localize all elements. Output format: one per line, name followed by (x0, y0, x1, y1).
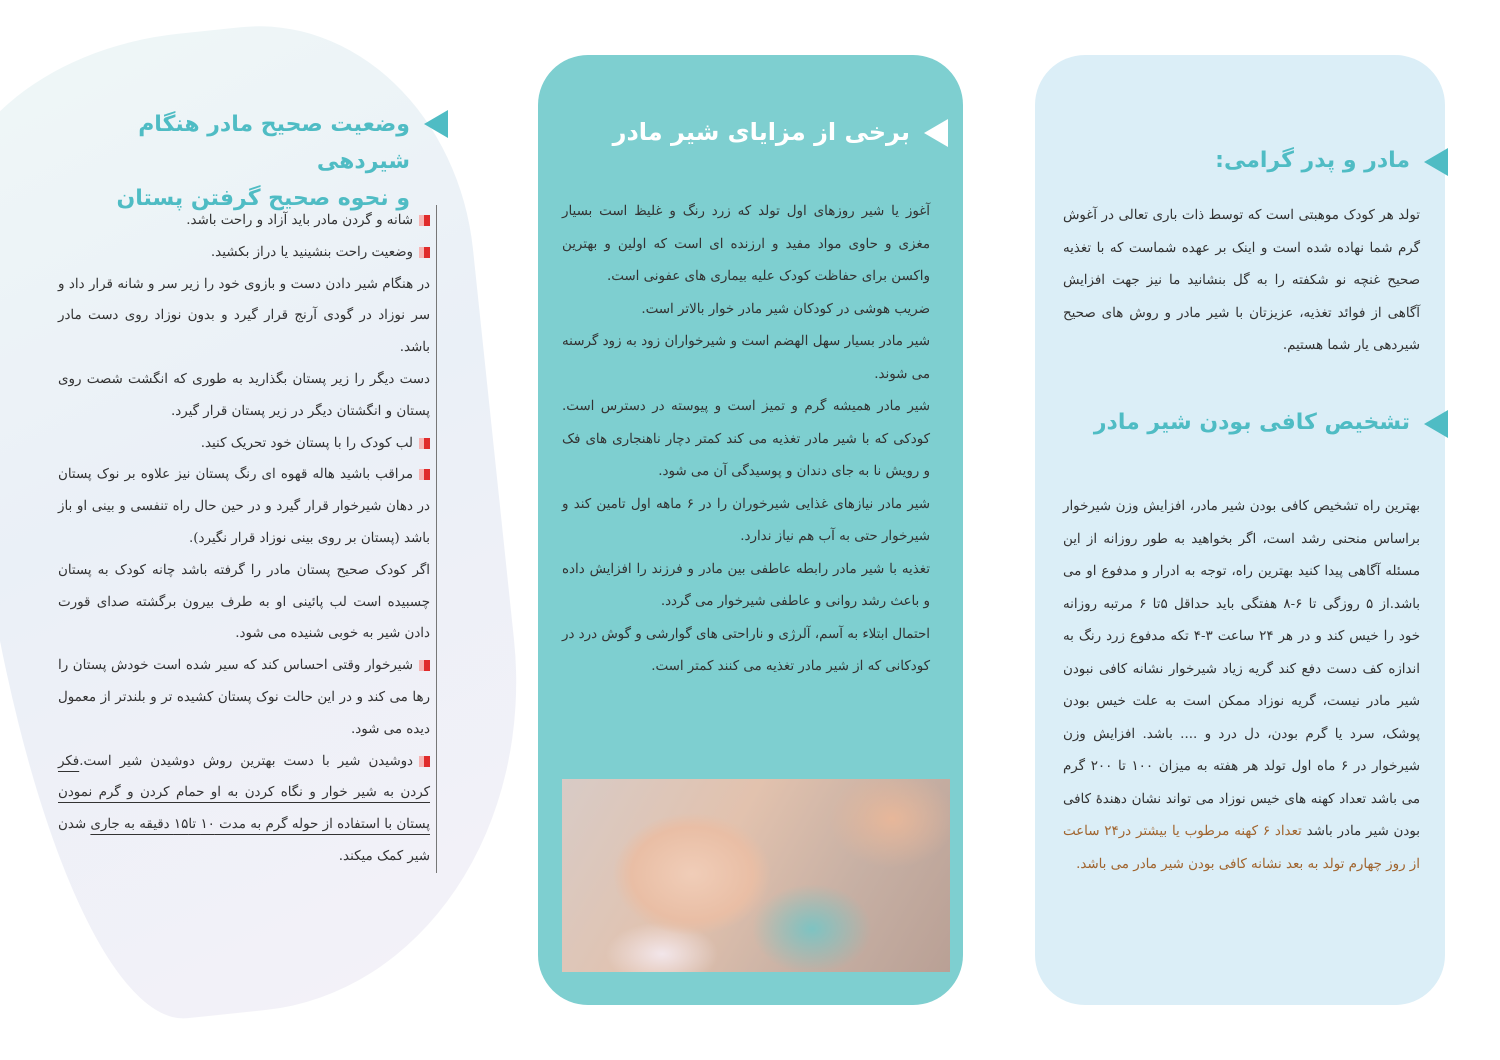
heading-line-2: و نحوه صحیح گرفتن پستان (116, 186, 410, 211)
underlined-text: فکر کردن به شیر خوار و نگاه کردن به او حمام کردن و گرم نمودن پستان با استفاده از حوله گرم به مدت ۱۰ تا۱۵ دقیقه به جاری (58, 753, 430, 833)
list-item (58, 364, 430, 428)
breastfeeding-photo (562, 779, 950, 972)
list-item-text: دست دیگر را زیر پستان بگذارید به طوری که انگشت شصت روی پستان و انگشتان دیگر در زیر پستان قرار گیرد. (58, 371, 430, 419)
triangle-marker-icon (924, 119, 948, 147)
sufficiency-highlight-text: تعداد ۶ کهنه مرطوب یا بیشتر در۲۴ ساعت از روز چهارم تولد به بعد نشانه کافی بودن شیر مادر می باشد. (1063, 824, 1420, 872)
bullet-icon (419, 215, 430, 226)
intro-text: تولد هر کودک موهبتی است که توسط ذات باری تعالی در آغوش گرم شما نهاده شده است و اینک بر عهده شماست که با تغذیه صحیح غنچه نو شکفته را به گل بنشانید ما نیز جهت افزایش آگاهی از فوائد تغذیه، عزیزتان با شیر مادر و روش های صحیح شیردهی یار شما هستیم. (1063, 208, 1420, 353)
benefit-item: شیر مادر بسیار سهل الهضم است و شیرخواران زود به زود گرسنه می شوند. (562, 334, 930, 382)
bullet-icon (419, 247, 430, 258)
heading-dear-parents (1110, 144, 1410, 178)
benefit-item: احتمال ابتلاء به آسم، آلرژی و ناراحتی های گوارشی و گوش درد در کودکانی که از شیر مادر تغذیه می کنند کمتر است. (561, 626, 930, 674)
list-item (58, 428, 430, 460)
list-item (58, 650, 430, 745)
list-item (58, 555, 430, 650)
list-item (58, 746, 430, 873)
list-item-text: مراقب باشید هاله قهوه ای رنگ پستان نیز علاوه بر نوک پستان در دهان شیرخوار قرار گیرد و در حین حال راه تنفسی و بینی او باز باشد (پستان بر روی بینی نوزاد قرار نگیرد). (58, 467, 430, 546)
list-item (58, 269, 430, 364)
intro-paragraph (1063, 200, 1420, 363)
list-item-text: اگر کودک صحیح پستان مادر را گرفته باشد چانه کودک به پستان چسبیده است لب پائینی او به طرف بیرون برگشته صدای قورت دادن شیر به خوبی شنیده می شود. (58, 562, 430, 642)
list-item (58, 459, 430, 554)
list-item-text: شانه و گردن مادر باید آزاد و راحت باشد. (186, 213, 413, 228)
triangle-marker-icon (1424, 148, 1448, 176)
bullet-icon (419, 660, 430, 671)
list-item-text: دوشیدن شیر با دست بهترین روش دوشیدن شیر است. (79, 753, 413, 769)
triangle-marker-icon (1424, 410, 1448, 438)
list-item-text: در هنگام شیر دادن دست و بازوی خود را زیر سر و شانه قرار داد و سر نوزاد در گودی آرنج قرار گیرد و بدون نوزاد روی دست مادر باشد. (58, 276, 430, 356)
heading-line-1: وضعیت صحیح مادر هنگام شیردهی (138, 112, 410, 174)
list-item-text: وضعیت راحت بنشینید یا دراز بکشید. (210, 244, 413, 260)
heading-breastfeeding-position (70, 106, 410, 217)
heading-text: برخی از مزایای شیر مادر (612, 118, 910, 146)
list-item (58, 205, 430, 237)
heading-text: مادر و پدر گرامی: (1215, 148, 1410, 173)
benefit-item: تغذیه با شیر مادر رابطه عاطفی بین مادر و فرزند را افزایش داده و باعث رشد روانی و عاطفی شیرخوار می گردد. (562, 561, 930, 609)
list-item-text: لب کودک را با پستان خود تحریک کنید. (200, 435, 413, 451)
list-item-text: شدن شیر کمک میکند. (58, 817, 430, 864)
bullet-icon (419, 756, 430, 767)
triangle-marker-icon (424, 110, 448, 138)
list-item-text: شیرخوار وقتی احساس کند که سیر شده است خودش پستان را رها می کند و در این حالت نوک پستان کشیده تر و بلندتر از معمول دیده می شود. (58, 658, 430, 737)
heading-benefits (600, 115, 910, 149)
bullet-icon (419, 469, 430, 480)
benefit-item: آغوز یا شیر روزهای اول تولد که زرد رنگ و غلیظ است بسیار مغزی و حاوی مواد مفید و ارزنده ای است که اولین و بهترین واکسن برای حفاظت کودک علیه بیماری های عفونی است. (562, 204, 930, 284)
benefit-item: شیر مادر نیازهای غذایی شیرخوران را در ۶ ماهه اول تامین کند و شیرخوار حتی به آب هم نیاز ندارد. (562, 496, 930, 544)
heading-text: تشخیص کافی بودن شیر مادر (1093, 410, 1410, 435)
sufficiency-text: بهترین راه تشخیص کافی بودن شیر مادر، افزایش وزن شیرخوار براساس منحنی رشد است، اگر بخواهید به طور روزانه از این مسئله آگاهی پیدا کنید بهترین راه، توجه به ادرار و مدفوع او می باشد.از ۵ روزگی تا ۶-۸ هفتگی باید حداقل ۵تا ۶ مرتبه روزانه خود را خیس کند و در هر ۲۴ ساعت ۳-۴ تکه مدفوع زرد رنگ به اندازه کف دست دفع کند گریه زیاد شیرخوار نشانه کافی نبودن شیر مادر نیست، گریه نوزاد ممکن است به علت خیس بودن پوشک، سرد یا گرم بودن، دل درد و .... باشد. افزایش وزن شیرخوار در ۶ ماه اول تولد هر هفته به میزان ۱۰۰ تا ۲۰۰ گرم می باشد تعداد کهنه های خیس نوزاد می تواند نشان دهندهٔ کافی بودن شیر مادر باشد (1063, 499, 1421, 839)
benefits-list (562, 196, 930, 684)
list-item (58, 237, 430, 269)
benefit-item: ضریب هوشی در کودکان شیر مادر خوار بالاتر است. (641, 301, 930, 317)
sufficiency-paragraph (1063, 491, 1420, 881)
benefit-item: شیر مادر همیشه گرم و تمیز است و پیوسته در دسترس است. کودکی که با شیر مادر تغذیه می کند کمتر دچار ناهنجاری های فک و رویش نا به جای دندان و پوسیدگی آن می شود. (562, 399, 930, 479)
position-list (58, 205, 437, 873)
bullet-icon (419, 438, 430, 449)
heading-milk-sufficiency (1060, 406, 1410, 440)
